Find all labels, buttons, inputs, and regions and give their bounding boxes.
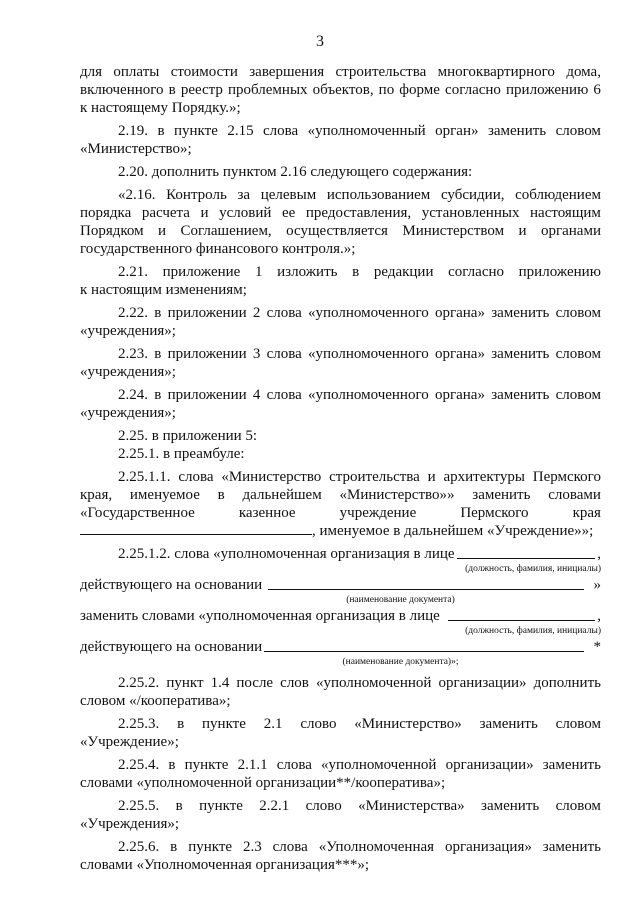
text-line: 2.25.5. в пункте 2.2.1 слово «Министерства» заменить словом <box>118 798 601 814</box>
text-line-with-blank: действующего на основании * <box>80 639 601 655</box>
text-line: «учреждения»; <box>80 364 176 380</box>
text-line: 2.23. в приложении 3 слова «уполномоченного органа» заменить словом <box>118 346 601 362</box>
text-line: «Министерство»; <box>80 141 192 157</box>
text-line: к настоящему Порядку.»; <box>80 100 241 116</box>
text-line: 2.20. дополнить пунктом 2.16 следующего содержания: <box>118 164 473 180</box>
text-line: 2.25. в приложении 5: <box>118 428 258 444</box>
field-caption: (наименование документа) <box>346 595 455 605</box>
text-line-with-blank: действующего на основании » <box>80 577 601 593</box>
text-line: 2.25.1. в преамбуле: <box>118 446 245 462</box>
text-line: «Государственное казенное учреждение Пермского края <box>80 505 601 521</box>
text-line: включенного в реестр проблемных объектов, по форме согласно приложению 6 <box>80 82 601 98</box>
text-line: 2.25.3. в пункте 2.1 слово «Министерство» заменить словом <box>118 716 601 732</box>
text-line: словом «/кооператива»; <box>80 693 231 709</box>
text-line: «Учреждение»; <box>80 734 179 750</box>
text-line-with-blank: заменить словами «уполномоченная организация в лице , <box>80 608 601 624</box>
text-line: «2.16. Контроль за целевым использованием субсидии, соблюдением <box>118 187 601 203</box>
document-body <box>80 63 601 874</box>
text-line: Порядком и Соглашением, осуществляется Министерством и органами <box>80 223 601 239</box>
text-line: словами «Уполномоченная организация***»; <box>80 857 370 873</box>
field-caption: (должность, фамилия, инициалы) <box>465 626 601 636</box>
text-line: «учреждения»; <box>80 323 176 339</box>
field-caption: (должность, фамилия, инициалы) <box>465 564 601 574</box>
text-line: словами «уполномоченной организации**/кооператива»; <box>80 775 446 791</box>
blank-line <box>457 558 596 559</box>
text-line: 2.19. в пункте 2.15 слова «уполномоченный орган» заменить словом <box>118 123 601 139</box>
text-line: порядка расчета и условий ее предоставления, установленных настоящим <box>80 205 601 221</box>
blank-line <box>268 589 583 590</box>
text-line: к настоящим изменениям; <box>80 282 247 298</box>
text-line: края, именуемое в дальнейшем «Министерство»» заменить словами <box>80 487 601 503</box>
text-line: для оплаты стоимости завершения строительства многоквартирного дома, <box>80 64 601 80</box>
text-line-with-blank: 2.25.1.2. слова «уполномоченная организация в лице , <box>118 546 601 562</box>
text-line: 2.21. приложение 1 изложить в редакции согласно приложению <box>118 264 601 280</box>
text-line: 2.25.1.1. слова «Министерство строительства и архитектуры Пермского <box>118 469 601 485</box>
blank-line <box>448 620 595 621</box>
text-line: «учреждения»; <box>80 405 176 421</box>
field-caption: (наименование документа)»; <box>342 657 459 667</box>
text-line: государственного финансового контроля.»; <box>80 241 356 257</box>
text-line-with-blank: , именуемое в дальнейшем «Учреждение»»; <box>80 522 601 540</box>
text-line: 2.22. в приложении 2 слова «уполномоченного органа» заменить словом <box>118 305 601 321</box>
text-line: 2.25.6. в пункте 2.3 слова «Уполномоченная организация» заменить <box>118 839 601 855</box>
text-line: 2.24. в приложении 4 слова «уполномоченного органа» заменить словом <box>118 387 601 403</box>
text-line: «Учреждения»; <box>80 816 180 832</box>
blank-line <box>264 651 583 652</box>
page-number: 3 <box>316 33 324 50</box>
text-line: 2.25.2. пункт 1.4 после слов «уполномоченной организации» дополнить <box>118 675 601 691</box>
blank-line <box>80 534 312 535</box>
text-line: 2.25.4. в пункте 2.1.1 слова «уполномоченной организации» заменить <box>118 757 601 773</box>
